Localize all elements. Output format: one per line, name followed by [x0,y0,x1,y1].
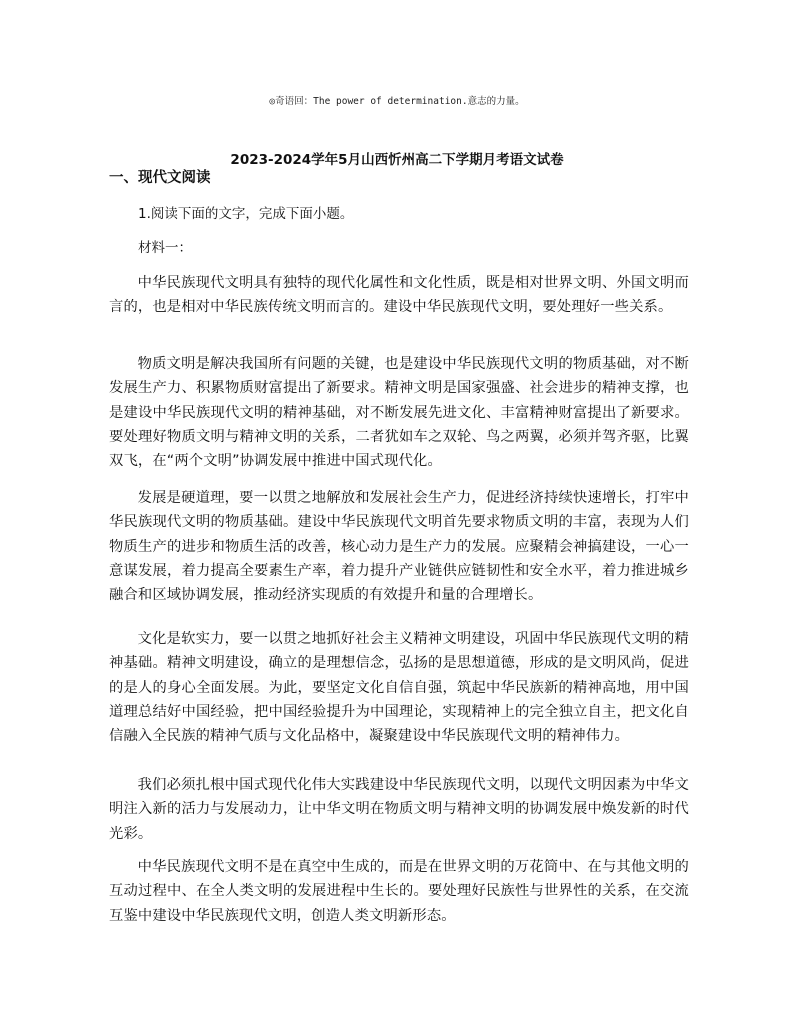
paragraph-3: 发展是硬道理，要一以贯之地解放和发展社会生产力，促进经济持续快速增长，打牢中华民族现代文明的物质基础。建设中华民族现代文明首先要求物质文明的丰富，表现为人们物质生产的进步和物质生活的改善，核心动力是生产力的发展。应聚精会神搞建设，一心一意谋发展，着力提高全要素生产率，着力提升产业链供应链韧性和安全水平，着力推进城乡融合和区域协调发展，推动经济实现质的有效提升和量的合理增长。 [109,490,689,604]
document-title: 2023-2024学年5月山西忻州高二下学期月考语文试卷 [230,152,564,168]
material-label: 材料一： [138,240,192,256]
question-prompt: 1.阅读下面的文字，完成下面小题。 [138,206,354,222]
paragraph-6: 中华民族现代文明不是在真空中生成的，而是在世界文明的万花筒中、在与其他文明的互动过程中、在全人类文明的发展进程中生长的。要处理好民族性与世界性的关系，在交流互鉴中建设中华民族现代文明，创造人类文明新形态。 [109,859,689,924]
section-heading: 一、现代文阅读 [109,170,211,186]
motto-line: ◎奇语回：The power of determination.意志的力量。 [269,96,525,107]
paragraph-4: 文化是软实力，要一以贯之地抓好社会主义精神文明建设，巩固中华民族现代文明的精神基础。精神文明建设，确立的是理想信念，弘扬的是思想道德，形成的是文明风尚，促进的是人的身心全面发展。为此，要坚定文化自信自强，筑起中华民族新的精神高地，用中国道理总结好中国经验，把中国经验提升为中国理论，实现精神上的完全独立自主，把文化自信融入全民族的精神气质与文化品格中，凝聚建设中华民族现代文明的精神伟力。 [109,631,689,745]
paragraph-1: 中华民族现代文明具有独特的现代化属性和文化性质，既是相对世界文明、外国文明而言的，也是相对中华民族传统文明而言的。建设中华民族现代文明，要处理好一些关系。 [109,275,689,316]
paragraph-2: 物质文明是解决我国所有问题的关键，也是建设中华民族现代文明的物质基础，对不断发展生产力、积累物质财富提出了新要求。精神文明是国家强盛、社会进步的精神支撑，也是建设中华民族现代文明的精神基础，对不断发展先进文化、丰富精神财富提出了新要求。要处理好物质文明与精神文明的关系，二者犹如车之双轮、鸟之两翼，必须并驾齐驱，比翼双飞，在“两个文明”协调发展中推进中国式现代化。 [109,356,689,470]
paragraph-5: 我们必须扎根中国式现代化伟大实践建设中华民族现代文明，以现代文明因素为中华文明注入新的活力与发展动力，让中华文明在物质文明与精神文明的协调发展中焕发新的时代光彩。 [109,777,689,842]
